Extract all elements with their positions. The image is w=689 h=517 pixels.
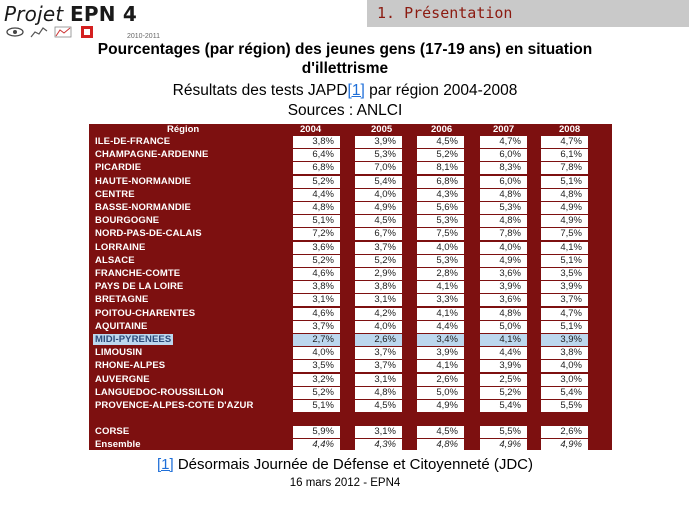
value-cell: 5,1% bbox=[541, 176, 588, 188]
region-name: NORD-PAS-DE-CALAIS bbox=[95, 228, 202, 240]
column-header-2008: 2008 bbox=[559, 124, 581, 135]
value-cell: 6,0% bbox=[480, 176, 527, 188]
value-cell: 4,9% bbox=[541, 439, 588, 451]
section-banner bbox=[367, 0, 689, 27]
value-cell: 3,6% bbox=[480, 268, 527, 280]
region-name: CHAMPAGNE-ARDENNE bbox=[95, 149, 209, 161]
value-cell: 3,5% bbox=[541, 268, 588, 280]
value-cell: 5,1% bbox=[541, 321, 588, 333]
table-row bbox=[89, 255, 612, 268]
value-cell: 3,7% bbox=[355, 360, 402, 372]
value-cell: 3,9% bbox=[480, 360, 527, 372]
value-cell: 4,0% bbox=[293, 347, 340, 359]
value-cell: 4,4% bbox=[417, 321, 464, 333]
data-table bbox=[89, 124, 612, 450]
region-name: HAUTE-NORMANDIE bbox=[95, 175, 191, 187]
region-name: ALSACE bbox=[95, 254, 135, 266]
value-cell: 4,3% bbox=[355, 439, 402, 451]
value-cell: 4,8% bbox=[417, 439, 464, 451]
region-name: LANGUEDOC-ROUSSILLON bbox=[95, 386, 224, 398]
value-cell: 4,4% bbox=[480, 347, 527, 359]
table-row bbox=[89, 281, 612, 294]
region-name: BRETAGNE bbox=[95, 294, 149, 306]
value-cell: 5,2% bbox=[293, 176, 340, 188]
value-cell: 4,0% bbox=[417, 242, 464, 254]
value-cell: 4,0% bbox=[541, 360, 588, 372]
value-cell: 2,9% bbox=[355, 268, 402, 280]
value-cell: 3,7% bbox=[541, 294, 588, 306]
value-cell: 4,7% bbox=[541, 308, 588, 320]
total-row bbox=[89, 439, 612, 452]
value-cell: 4,3% bbox=[417, 189, 464, 201]
value-cell: 6,4% bbox=[293, 149, 340, 161]
value-cell: 4,5% bbox=[355, 215, 402, 227]
subtitle-suffix: par région 2004-2008 bbox=[364, 82, 518, 99]
value-cell: 7,0% bbox=[355, 162, 402, 174]
value-cell: 3,6% bbox=[293, 242, 340, 254]
value-cell: 3,6% bbox=[480, 294, 527, 306]
brand-logo bbox=[4, 2, 137, 26]
value-cell: 5,5% bbox=[541, 400, 588, 412]
value-cell: 4,9% bbox=[541, 215, 588, 227]
value-cell: 4,0% bbox=[355, 321, 402, 333]
value-cell: 4,5% bbox=[417, 136, 464, 148]
value-cell: 3,7% bbox=[355, 242, 402, 254]
region-name: LIMOUSIN bbox=[95, 347, 143, 359]
value-cell: 2,6% bbox=[541, 426, 588, 438]
value-cell: 5,2% bbox=[293, 255, 340, 267]
value-cell: 4,7% bbox=[541, 136, 588, 148]
table-row bbox=[89, 321, 612, 334]
region-name: FRANCHE-COMTE bbox=[95, 268, 181, 279]
footer-date: 16 mars 2012 - EPN4 bbox=[289, 477, 401, 489]
region-name: POITOU-CHARENTES bbox=[95, 307, 196, 319]
value-cell: 4,4% bbox=[293, 439, 340, 451]
value-cell: 4,0% bbox=[355, 189, 402, 201]
table-row bbox=[89, 334, 612, 347]
value-cell: 3,1% bbox=[293, 294, 340, 306]
table-row bbox=[89, 400, 612, 426]
value-cell: 4,1% bbox=[480, 334, 527, 346]
value-cell: 2,5% bbox=[480, 374, 527, 386]
value-cell: 4,7% bbox=[480, 136, 527, 148]
region-name: BASSE-NORMANDIE bbox=[95, 202, 191, 213]
value-cell: 5,3% bbox=[417, 255, 464, 267]
region-name: Ensemble bbox=[95, 439, 141, 451]
table-row bbox=[89, 347, 612, 360]
value-cell: 3,8% bbox=[293, 136, 340, 148]
table-row bbox=[89, 176, 612, 189]
value-cell: 2,6% bbox=[417, 374, 464, 386]
value-cell: 3,0% bbox=[541, 374, 588, 386]
region-name: AQUITAINE bbox=[95, 320, 148, 332]
value-cell: 3,1% bbox=[355, 294, 402, 306]
graph-icon bbox=[54, 26, 72, 38]
region-name: ILE-DE-FRANCE bbox=[95, 136, 171, 147]
years-label: 2010-2011 bbox=[127, 33, 160, 40]
region-name: CORSE bbox=[95, 426, 130, 437]
value-cell: 5,2% bbox=[480, 387, 527, 399]
value-cell: 4,8% bbox=[480, 215, 527, 227]
value-cell: 3,8% bbox=[541, 347, 588, 359]
column-header-region: Région bbox=[167, 124, 200, 135]
table-row bbox=[89, 189, 612, 202]
value-cell: 6,0% bbox=[480, 149, 527, 161]
value-cell: 3,2% bbox=[293, 374, 340, 386]
table-row bbox=[89, 162, 612, 175]
chart-icon bbox=[30, 26, 48, 38]
value-cell: 4,6% bbox=[293, 308, 340, 320]
footnote-link[interactable]: [1] bbox=[347, 82, 365, 99]
region-name: PROVENCE-ALPES-COTE D'AZUR bbox=[95, 400, 254, 411]
column-header-2006: 2006 bbox=[431, 124, 453, 135]
value-cell: 5,2% bbox=[417, 149, 464, 161]
value-cell: 4,9% bbox=[355, 202, 402, 214]
table-row bbox=[89, 294, 612, 307]
table-header bbox=[89, 124, 612, 135]
value-cell: 3,9% bbox=[355, 136, 402, 148]
value-cell: 4,8% bbox=[541, 189, 588, 201]
value-cell: 6,8% bbox=[293, 162, 340, 174]
value-cell: 8,1% bbox=[417, 162, 464, 174]
value-cell: 3,5% bbox=[293, 360, 340, 372]
value-cell: 4,1% bbox=[417, 308, 464, 320]
value-cell: 4,9% bbox=[541, 202, 588, 214]
table-row bbox=[89, 136, 612, 149]
value-cell: 2,6% bbox=[355, 334, 402, 346]
value-cell: 7,2% bbox=[293, 228, 340, 240]
value-cell: 7,8% bbox=[541, 162, 588, 174]
value-cell: 3,9% bbox=[541, 334, 588, 346]
region-name: BOURGOGNE bbox=[95, 215, 160, 227]
value-cell: 5,3% bbox=[417, 215, 464, 227]
value-cell: 4,1% bbox=[541, 242, 588, 254]
value-cell: 3,8% bbox=[293, 281, 340, 293]
value-cell: 5,4% bbox=[480, 400, 527, 412]
partner-logos bbox=[6, 26, 96, 38]
value-cell: 3,1% bbox=[355, 374, 402, 386]
column-header-2004: 2004 bbox=[300, 124, 322, 135]
value-cell: 5,4% bbox=[355, 176, 402, 188]
subtitle bbox=[60, 81, 630, 121]
value-cell: 3,9% bbox=[480, 281, 527, 293]
subtitle-prefix: Résultats des tests JAPD bbox=[172, 82, 348, 99]
value-cell: 3,1% bbox=[355, 426, 402, 438]
column-header-2007: 2007 bbox=[493, 124, 515, 135]
region-name: MIDI-PYRENEES bbox=[95, 334, 172, 345]
value-cell: 5,3% bbox=[355, 149, 402, 161]
value-cell: 3,4% bbox=[417, 334, 464, 346]
value-cell: 5,6% bbox=[417, 202, 464, 214]
value-cell: 5,1% bbox=[541, 255, 588, 267]
value-cell: 5,5% bbox=[480, 426, 527, 438]
table-row bbox=[89, 202, 612, 215]
value-cell: 2,7% bbox=[293, 334, 340, 346]
value-cell: 7,5% bbox=[417, 228, 464, 240]
value-cell: 5,1% bbox=[293, 400, 340, 412]
value-cell: 3,3% bbox=[417, 294, 464, 306]
table-row bbox=[89, 426, 612, 439]
brand-name: EPN 4 bbox=[70, 2, 137, 26]
value-cell: 6,7% bbox=[355, 228, 402, 240]
brand-prefix: Projet bbox=[4, 2, 64, 26]
value-cell: 3,8% bbox=[355, 281, 402, 293]
footnote bbox=[80, 456, 610, 473]
value-cell: 4,8% bbox=[293, 202, 340, 214]
region-name: PICARDIE bbox=[95, 162, 142, 174]
value-cell: 4,2% bbox=[355, 308, 402, 320]
region-name: PAYS DE LA LOIRE bbox=[95, 281, 184, 293]
value-cell: 4,9% bbox=[480, 255, 527, 267]
value-cell: 6,8% bbox=[417, 176, 464, 188]
value-cell: 5,2% bbox=[355, 255, 402, 267]
value-cell: 4,6% bbox=[293, 268, 340, 280]
table-row bbox=[89, 215, 612, 228]
value-cell: 4,5% bbox=[355, 400, 402, 412]
table-row bbox=[89, 228, 612, 241]
value-cell: 4,8% bbox=[480, 308, 527, 320]
table-row bbox=[89, 149, 612, 162]
value-cell: 2,8% bbox=[417, 268, 464, 280]
value-cell: 3,7% bbox=[293, 321, 340, 333]
page-title: Pourcentages (par région) des jeunes gens (17-19 ans) en situation d'illettrisme bbox=[97, 41, 593, 77]
value-cell: 4,1% bbox=[417, 360, 464, 372]
region-name: LORRAINE bbox=[95, 241, 146, 253]
table-row bbox=[89, 374, 612, 387]
value-cell: 4,4% bbox=[293, 189, 340, 201]
value-cell: 4,8% bbox=[480, 189, 527, 201]
value-cell: 4,5% bbox=[417, 426, 464, 438]
value-cell: 4,8% bbox=[355, 387, 402, 399]
value-cell: 5,9% bbox=[293, 426, 340, 438]
table-row bbox=[89, 360, 612, 373]
table-row bbox=[89, 308, 612, 321]
value-cell: 5,2% bbox=[293, 387, 340, 399]
region-name: RHONE-ALPES bbox=[95, 360, 166, 372]
value-cell: 5,1% bbox=[293, 215, 340, 227]
table-row bbox=[89, 387, 612, 400]
value-cell: 5,0% bbox=[417, 387, 464, 399]
value-cell: 7,5% bbox=[541, 228, 588, 240]
footnote-text: Désormais Journée de Défense et Citoyenneté (JDC) bbox=[173, 456, 534, 473]
value-cell: 6,1% bbox=[541, 149, 588, 161]
table-row bbox=[89, 242, 612, 255]
value-cell: 4,0% bbox=[480, 242, 527, 254]
region-name: AUVERGNE bbox=[95, 373, 150, 385]
region-name: CENTRE bbox=[95, 188, 135, 200]
flag-icon bbox=[78, 26, 96, 38]
value-cell: 5,4% bbox=[541, 387, 588, 399]
value-cell: 8,3% bbox=[480, 162, 527, 174]
eye-icon bbox=[6, 26, 24, 38]
value-cell: 4,9% bbox=[480, 439, 527, 451]
sources-label: Sources : ANLCI bbox=[287, 102, 403, 119]
value-cell: 5,3% bbox=[480, 202, 527, 214]
value-cell: 4,9% bbox=[417, 400, 464, 412]
value-cell: 3,9% bbox=[541, 281, 588, 293]
footnote-ref[interactable]: [1] bbox=[156, 456, 174, 473]
column-header-2005: 2005 bbox=[371, 124, 393, 135]
value-cell: 5,0% bbox=[480, 321, 527, 333]
section-title: 1. Présentation bbox=[377, 4, 513, 22]
value-cell: 3,7% bbox=[355, 347, 402, 359]
value-cell: 4,1% bbox=[417, 281, 464, 293]
table-row bbox=[89, 268, 612, 281]
value-cell: 7,8% bbox=[480, 228, 527, 240]
value-cell: 3,9% bbox=[417, 347, 464, 359]
